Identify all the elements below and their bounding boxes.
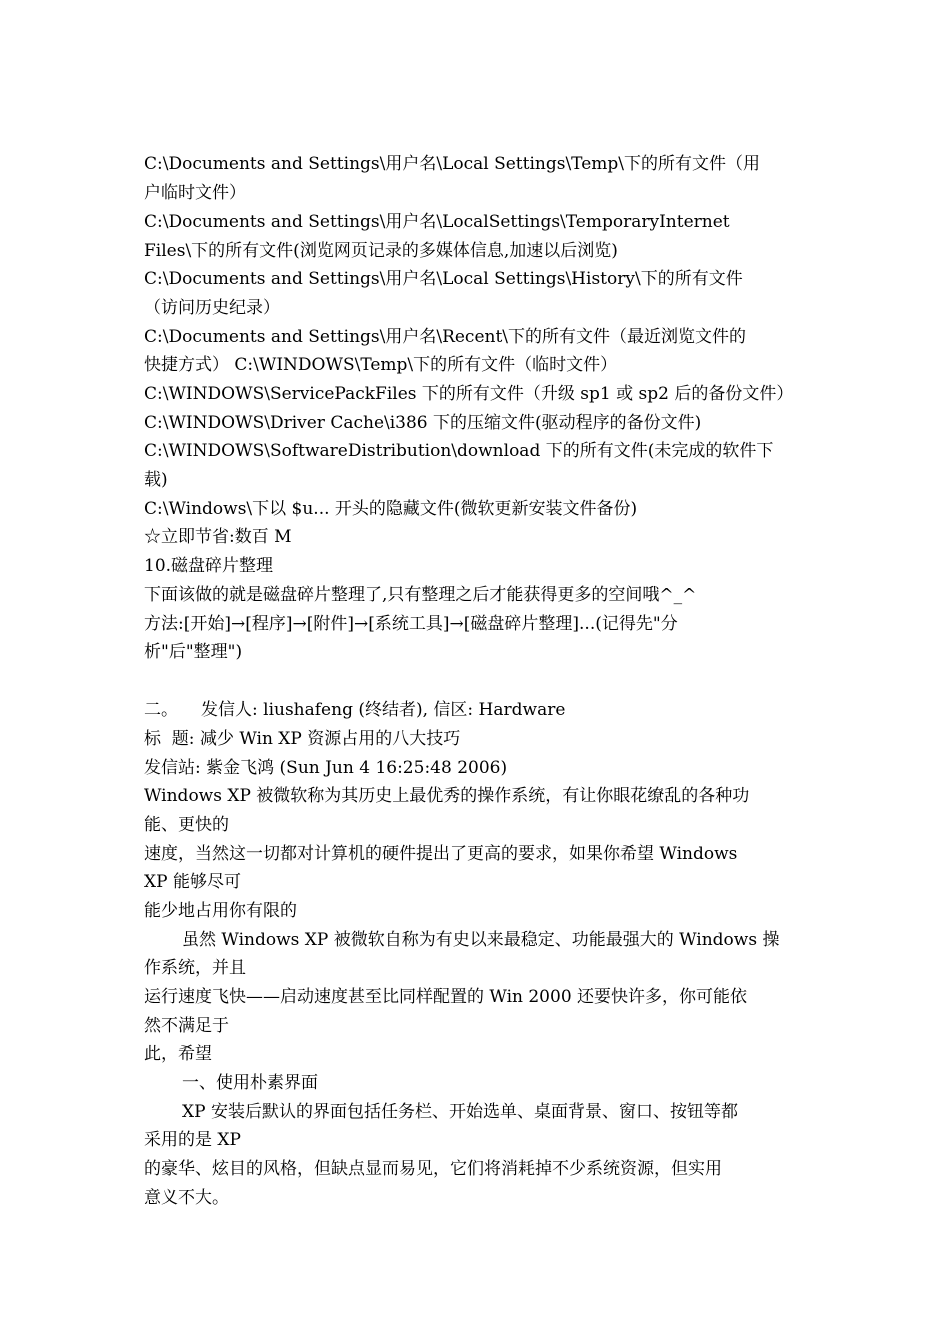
text-line: C:\Documents and Settings\用户名\Recent\下的所有文件（最近浏览文件的	[144, 327, 747, 347]
section-number: 二。	[144, 700, 178, 720]
text-line: XP 安装后默认的界面包括任务栏、开始选单、桌面背景、窗口、按钮等都	[182, 1102, 738, 1122]
text-line: XP 能够尽可	[144, 872, 241, 892]
post-title: 标 题: 减少 Win XP 资源占用的八大技巧	[144, 729, 461, 749]
text-line: C:\WINDOWS\SoftwareDistribution\download 下的所有文件(未完成的软件下	[144, 441, 774, 461]
text-line: 下面该做的就是磁盘碎片整理了,只有整理之后才能获得更多的空间哦^_^	[144, 585, 697, 605]
text-line: 能少地占用你有限的	[144, 901, 297, 921]
text-line: 作系统，并且	[144, 958, 246, 978]
text-line: C:\Documents and Settings\用户名\Local Settings\Temp\下的所有文件（用	[144, 154, 760, 174]
text-line: 方法:[开始]→[程序]→[附件]→[系统工具]→[磁盘碎片整理]...(记得先"分	[144, 614, 678, 634]
text-line: 此，希望	[144, 1044, 212, 1064]
text-line: 快捷方式） C:\WINDOWS\Temp\下的所有文件（临时文件）	[144, 355, 618, 375]
sender-info: 发信人: liushafeng (终结者), 信区: Hardware	[201, 700, 566, 720]
text-line: ☆立即节省:数百 M	[144, 527, 292, 547]
text-line: 能、更快的	[144, 815, 229, 835]
text-line: 虽然 Windows XP 被微软自称为有史以来最稳定、功能最强大的 Windows 操	[182, 930, 780, 950]
text-line: C:\Documents and Settings\用户名\Local Settings\History\下的所有文件	[144, 269, 743, 289]
text-line: 速度，当然这一切都对计算机的硬件提出了更高的要求，如果你希望 Windows	[144, 844, 738, 864]
subsection-heading: 一、使用朴素界面	[182, 1073, 318, 1093]
text-line: 户临时文件）	[144, 183, 246, 203]
text-line: 的豪华、炫目的风格，但缺点显而易见，它们将消耗掉不少系统资源，但实用	[144, 1159, 722, 1179]
text-line: C:\WINDOWS\Driver Cache\i386 下的压缩文件(驱动程序的备份文件)	[144, 413, 702, 433]
text-line: Windows XP 被微软称为其历史上最优秀的操作系统，有让你眼花缭乱的各种功	[144, 786, 750, 806]
text-line: 然不满足于	[144, 1016, 229, 1036]
text-line: （访问历史纪录）	[144, 298, 280, 318]
text-line: 意义不大。	[144, 1188, 229, 1208]
text-line: 析"后"整理")	[144, 642, 243, 662]
post-site: 发信站: 紫金飞鸿 (Sun Jun 4 16:25:48 2006)	[144, 758, 508, 778]
post-header-line	[144, 700, 814, 722]
text-line: Files\下的所有文件(浏览网页记录的多媒体信息,加速以后浏览)	[144, 241, 618, 261]
text-line: C:\Documents and Settings\用户名\LocalSettings\TemporaryInternet	[144, 212, 730, 232]
text-line: C:\Windows\下以 $u... 开头的隐藏文件(微软更新安装文件备份)	[144, 499, 638, 519]
section-heading: 10.磁盘碎片整理	[144, 556, 274, 576]
text-line: 运行速度飞快——启动速度甚至比同样配置的 Win 2000 还要快许多，你可能依	[144, 987, 748, 1007]
text-line: C:\WINDOWS\ServicePackFiles 下的所有文件（升级 sp1 或 sp2 后的备份文件）	[144, 384, 794, 404]
text-line: 载)	[144, 470, 168, 490]
text-line: 采用的是 XP	[144, 1130, 241, 1150]
